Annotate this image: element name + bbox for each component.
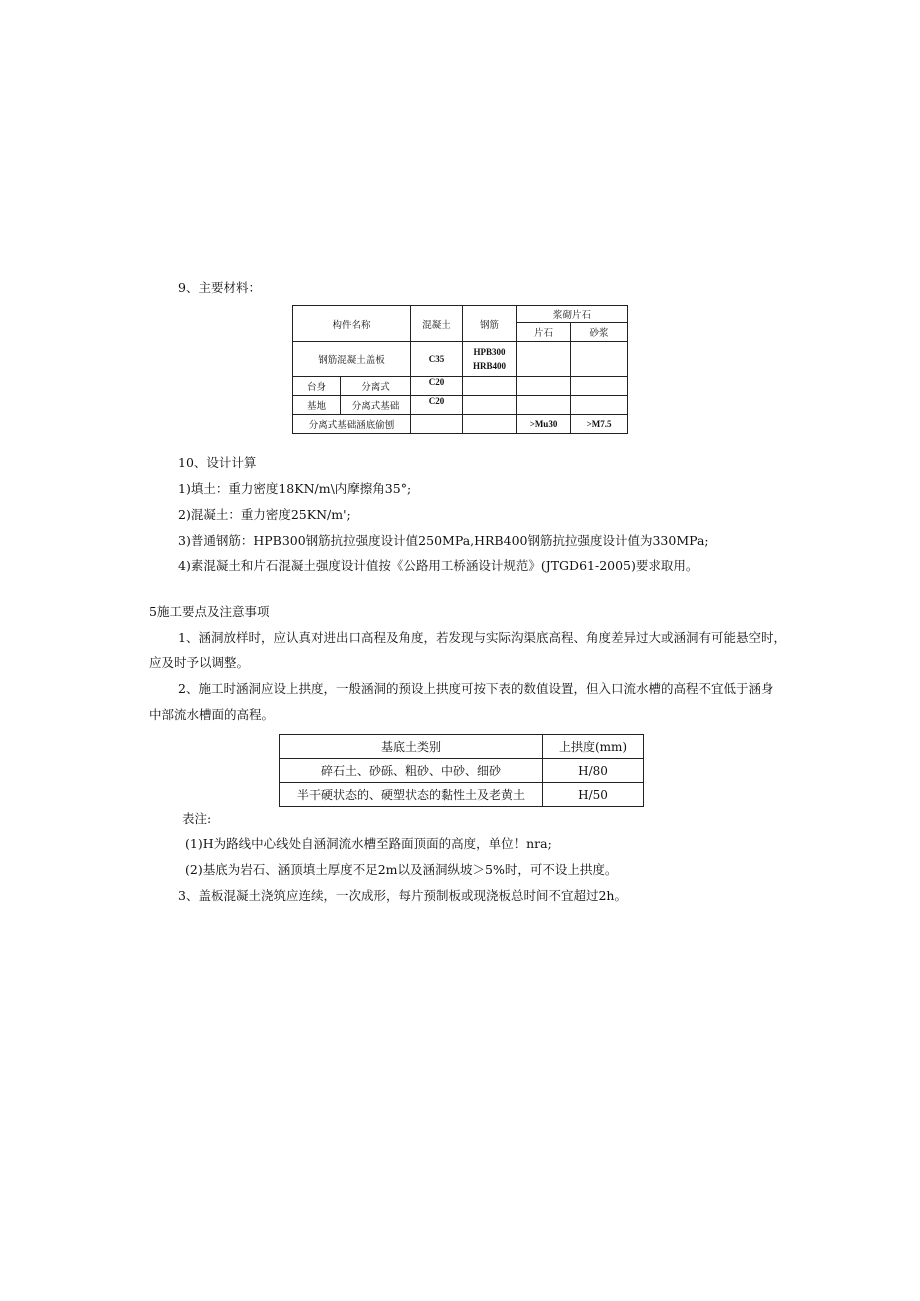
row-abutment-stone: [517, 377, 571, 396]
header-mortar: 砂浆: [571, 323, 628, 342]
calc-item-2: 2)混凝土：重力密度25KN∕m';: [178, 507, 351, 522]
row-cover-slab-concrete: C35: [411, 342, 463, 377]
soil-type-cell: 碎石土、砂砾、粗砂、中砂、细砂: [280, 759, 543, 783]
para-1-line-2: 应及时予以调整。: [149, 655, 250, 670]
row-foundation-stone: [517, 396, 571, 415]
rebar-hpb300: HPB300: [473, 347, 506, 357]
row-cover-slab-stone: [517, 342, 571, 377]
row-culvert-bed-rebar: [463, 415, 517, 434]
section-5-heading: 5施工要点及注意事项: [149, 604, 270, 619]
header-camber: 上拱度(mm): [543, 735, 644, 759]
calc-item-1: 1)填土：重力密度18KN∕m\内摩擦角35°;: [178, 481, 412, 496]
row-culvert-bed-mortar: >M7.5: [571, 415, 628, 434]
header-soil-type: 基底土类别: [280, 735, 543, 759]
row-foundation-label: 基地: [293, 396, 341, 415]
header-stone: 片石: [517, 323, 571, 342]
table-row: [280, 759, 644, 783]
calc-item-3: 3)普通钢筋：HPB300钢筋抗拉强度设计值250MPa,HRB400钢筋抗拉强度设计值为330MPa;: [178, 533, 709, 548]
row-foundation-type: 分离式基础: [341, 396, 411, 415]
row-culvert-bed-name: 分离式基础涵底偷刨: [293, 415, 411, 434]
header-masonry: 浆砌片石: [517, 306, 628, 323]
construction-item-3: 3、盖板混凝土浇筑应连续，一次成形，每片预制板或现浇板总时间不宜超过2h。: [178, 888, 627, 903]
table-row: [280, 783, 644, 807]
materials-table: [292, 305, 628, 434]
row-culvert-bed-concrete: [411, 415, 463, 434]
para-2-line-1: 2、施工时涵洞应设上拱度，一般涵洞的预设上拱度可按下表的数值设置，但入口流水槽的高程不宜低于涵身: [178, 681, 774, 696]
table-note-label: 表注:: [182, 811, 212, 826]
row-abutment-rebar: [463, 377, 517, 396]
rebar-hrb400: HRB400: [473, 361, 507, 371]
table-row: [280, 735, 644, 759]
camber-value-cell: H/80: [543, 759, 644, 783]
row-abutment-concrete: C20: [411, 377, 463, 396]
row-abutment-mortar: [571, 377, 628, 396]
row-cover-slab-name: 钢筋混凝土盖板: [293, 342, 411, 377]
table-note-2: (2)基底为岩石、涵顶填土厚度不足2m以及涵洞纵坡＞5%时，可不设上拱度。: [185, 862, 618, 877]
row-abutment-label: 台身: [293, 377, 341, 396]
row-foundation-rebar: [463, 396, 517, 415]
row-cover-slab-rebar: [463, 342, 517, 377]
section-9-heading: 9、主要材料：: [178, 280, 261, 295]
camber-value-cell: H/50: [543, 783, 644, 807]
para-2-line-2: 中部流水槽面的高程。: [149, 707, 275, 722]
header-concrete: 混凝土: [411, 306, 463, 342]
soil-type-cell: 半干硬状态的、硬塑状态的黏性土及老黄土: [280, 783, 543, 807]
header-component-name: 构件名称: [293, 306, 411, 342]
header-rebar: 钢筋: [463, 306, 517, 342]
row-abutment-type: 分离式: [341, 377, 411, 396]
row-cover-slab-mortar: [571, 342, 628, 377]
calc-item-4: 4)素混凝土和片石混凝土强度设计值按《公路用工桥涵设计规范》(JTGD61-2005)要求取用。: [178, 558, 699, 573]
camber-table: [279, 734, 644, 807]
para-1-line-1: 1、涵洞放样时，应认真对进出口高程及角度，若发现与实际沟渠底高程、角度差异过大或涵洞有可能悬空时，: [178, 630, 786, 645]
row-culvert-bed-stone: >Mu30: [517, 415, 571, 434]
row-foundation-mortar: [571, 396, 628, 415]
row-foundation-concrete: C20: [411, 396, 463, 415]
table-note-1: (1)H为路线中心线处自涵洞流水槽至路面顶面的高度，单位！nra;: [185, 836, 552, 851]
section-10-heading: 10、设计计算: [178, 455, 257, 470]
